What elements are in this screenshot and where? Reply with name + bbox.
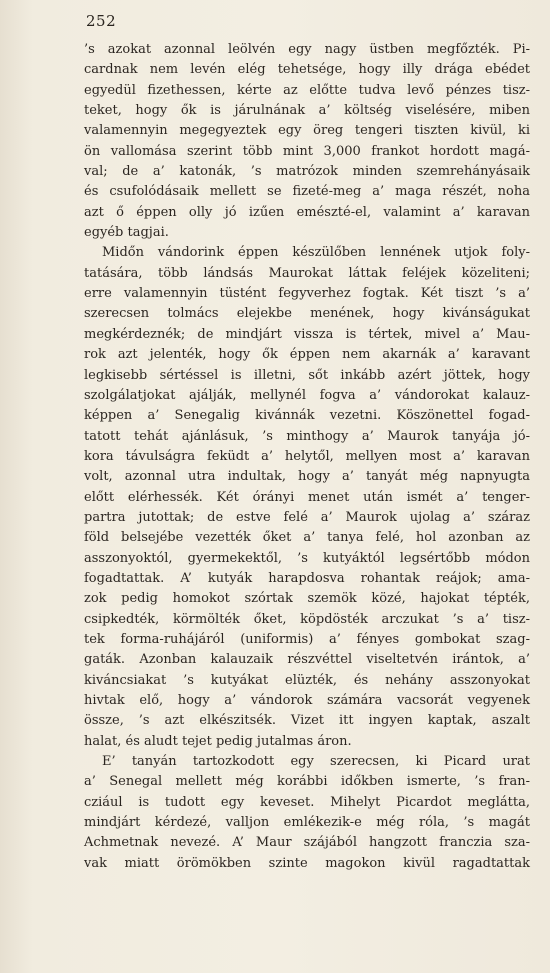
text-line: kora távulságra feküdt a’ helytől, mellyen most a’ karavan bbox=[84, 448, 530, 464]
text-line: mindjárt kérdezé, valljon emlékezik-e még róla, ’s magát bbox=[84, 815, 530, 831]
text-line: gaták. Azonban kalauzaik részvéttel viseltetvén irántok, a’ bbox=[84, 652, 530, 668]
text-line: cardnak nem levén elég tehetsége, hogy illy drága ebédet bbox=[84, 62, 530, 78]
text-line: csipkedték, körmölték őket, köpdösték arczukat ’s a’ tisz- bbox=[84, 611, 530, 627]
text-line: ön vallomása szerint több mint 3,000 frankot hordott magá- bbox=[84, 143, 530, 159]
page-number: 252 bbox=[86, 12, 117, 30]
text-line: asszonyoktól, gyermekektől, ’s kutyáktól legsértőbb módon bbox=[84, 550, 530, 566]
text-line: ’s azokat azonnal leölvén egy nagy üstben megfőzték. Pi- bbox=[84, 42, 530, 57]
text-line: tatására, több lándsás Maurokat láttak feléjek közeliteni; bbox=[84, 265, 530, 281]
text-line: halat, és aludt tejet pedig jutalmas áron. bbox=[84, 733, 352, 749]
text-line: szolgálatjokat ajálják, mellynél fogva a’ vándorokat kalauz- bbox=[84, 387, 530, 403]
text-line: előtt elérhessék. Két órányi menet után ismét a’ tenger- bbox=[84, 489, 530, 505]
text-line: föld belsejébe vezették őket a’ tanya felé, hol azonban az bbox=[84, 530, 530, 546]
text-line: val; de a’ katonák, ’s matrózok minden szemrehányásaik bbox=[84, 164, 530, 180]
text-line: erre valamennyin tüstént fegyverhez fogtak. Két tiszt ’s a’ bbox=[84, 286, 530, 302]
text-line: Midőn vándorink éppen készülőben lennének utjok foly- bbox=[102, 245, 530, 261]
text-line: vak miatt örömökben szinte magokon kivül ragadtattak bbox=[84, 855, 530, 871]
text-line: legkisebb sértéssel is illetni, sőt inkább azért jöttek, hogy bbox=[84, 367, 530, 383]
text-line: azt ő éppen olly jó izűen emészté-el, valamint a’ karavan bbox=[84, 204, 530, 220]
text-line: a’ Senegal mellett még korábbi időkben ismerte, ’s fran- bbox=[84, 774, 530, 790]
body-text bbox=[84, 40, 530, 874]
text-line: kiváncsiakat ’s kutyákat elüzték, és nehány asszonyokat bbox=[84, 672, 530, 688]
text-line: egyéb tagjai. bbox=[84, 225, 169, 241]
text-line: megkérdeznék; de mindjárt vissza is tértek, mivel a’ Mau- bbox=[84, 326, 530, 342]
text-line: hivtak elő, hogy a’ vándorok számára vacsorát vegyenek bbox=[84, 693, 530, 708]
text-line: és csufolódásaik mellett se fizeté-meg a’ maga részét, noha bbox=[84, 184, 530, 200]
text-line: képpen a’ Senegalig kivánnák vezetni. Köszönettel fogad- bbox=[84, 408, 530, 424]
text-line: zok pedig homokot szórtak szemök közé, hajokat tépték, bbox=[84, 591, 530, 607]
text-line: partra jutottak; de estve felé a’ Maurok ujolag a’ száraz bbox=[84, 509, 530, 525]
text-line: teket, hogy ők is járulnának a’ költség viselésére, miben bbox=[84, 103, 530, 119]
text-line: össze, ’s azt elkészitsék. Vizet itt ingyen kaptak, aszalt bbox=[84, 713, 530, 729]
text-line: tatott tehát ajánlásuk, ’s minthogy a’ Maurok tanyája jó- bbox=[84, 428, 530, 444]
text-line: rok azt jelenték, hogy ők éppen nem akarnák a’ karavant bbox=[84, 347, 530, 363]
text-line: cziául is tudott egy keveset. Mihelyt Picardot meglátta, bbox=[84, 794, 530, 810]
text-line: fogadtattak. A’ kutyák harapdosva rohantak reájok; ama- bbox=[84, 570, 530, 586]
text-line: szerecsen tolmács elejekbe menének, hogy kivánságukat bbox=[84, 306, 530, 322]
text-line: egyedül fizethessen, kérte az előtte tudva levő pénzes tisz- bbox=[84, 82, 530, 98]
text-line: tek forma-ruhájáról (uniformis) a’ fényes gombokat szag- bbox=[84, 631, 530, 647]
text-line: Achmetnak nevezé. A’ Maur szájából hangzott franczia sza- bbox=[84, 835, 530, 851]
text-line: E’ tanyán tartozkodott egy szerecsen, ki Picard urat bbox=[102, 754, 530, 770]
text-line: volt, azonnal utra indultak, hogy a’ tanyát még napnyugta bbox=[84, 469, 530, 485]
text-line: valamennyin megegyeztek egy öreg tengeri tiszten kivül, ki bbox=[84, 123, 530, 139]
